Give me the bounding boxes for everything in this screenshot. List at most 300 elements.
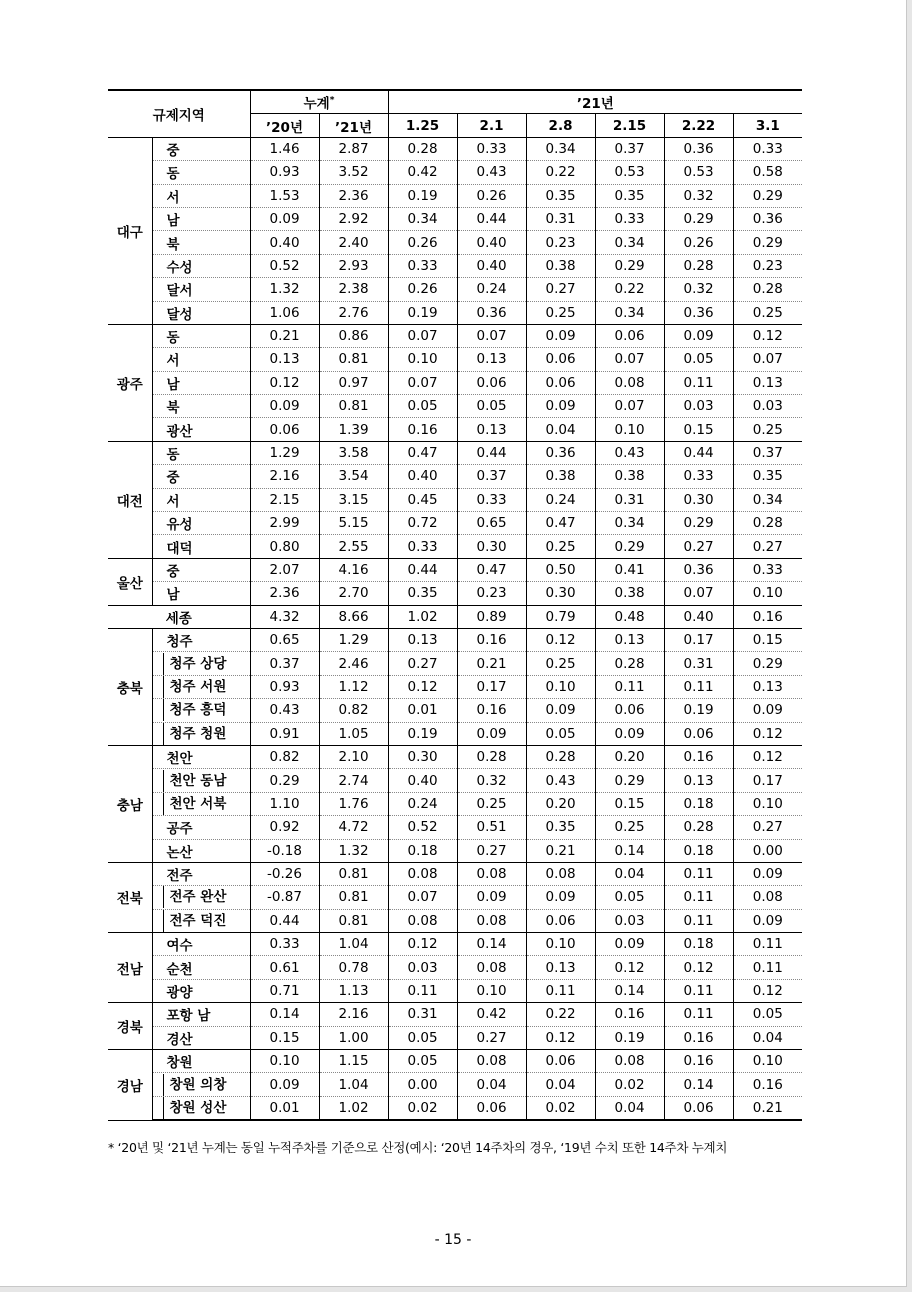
weekly-value-cell: 0.06 xyxy=(526,1050,595,1073)
weekly-value-cell: 0.18 xyxy=(664,933,733,956)
region-name: 전북 xyxy=(108,862,152,932)
table-row xyxy=(108,1096,802,1120)
district-name xyxy=(152,699,250,722)
district-name: 전주 xyxy=(152,862,250,885)
weekly-value-cell: 0.32 xyxy=(664,184,733,207)
weekly-value-cell: 0.27 xyxy=(457,839,526,862)
district-name: 북 xyxy=(152,231,250,254)
weekly-value-cell: 0.31 xyxy=(526,207,595,230)
cumulative-value-cell: 0.10 xyxy=(250,1050,319,1073)
cumulative-value-cell: -0.18 xyxy=(250,839,319,862)
cumulative-value-cell: 5.15 xyxy=(319,512,388,535)
sub-district-label: 청주 흥덕 xyxy=(163,699,227,721)
weekly-value-cell: 0.08 xyxy=(457,1050,526,1073)
weekly-value-cell: 0.00 xyxy=(388,1073,457,1096)
sub-district-label: 전주 덕진 xyxy=(163,910,227,932)
weekly-value-cell: 0.34 xyxy=(595,512,664,535)
weekly-value-cell: 0.09 xyxy=(733,909,802,932)
cumulative-label: 누계 xyxy=(303,96,330,113)
cumulative-value-cell: 2.74 xyxy=(319,769,388,792)
weekly-value-cell: 0.15 xyxy=(595,792,664,815)
cumulative-value-cell: 0.40 xyxy=(250,231,319,254)
weekly-value-cell: 0.03 xyxy=(664,395,733,418)
weekly-value-cell: 0.19 xyxy=(388,301,457,324)
weekly-value-cell: 0.16 xyxy=(664,745,733,768)
weekly-value-cell: 0.19 xyxy=(664,699,733,722)
weekly-value-cell: 0.11 xyxy=(733,956,802,979)
region-name: 대구 xyxy=(108,137,152,324)
weekly-value-cell: 0.33 xyxy=(388,535,457,558)
weekly-value-cell: 0.31 xyxy=(595,488,664,511)
weekly-value-cell: 0.02 xyxy=(595,1073,664,1096)
weekly-value-cell: 0.03 xyxy=(733,395,802,418)
weekly-value-cell: 0.09 xyxy=(733,699,802,722)
weekly-value-cell: 0.14 xyxy=(664,1073,733,1096)
weekly-value-cell: 0.29 xyxy=(595,769,664,792)
district-name: 중 xyxy=(152,137,250,160)
weekly-value-cell: 0.08 xyxy=(457,909,526,932)
cumulative-value-cell: 0.44 xyxy=(250,909,319,932)
weekly-value-cell: 0.28 xyxy=(733,278,802,301)
weekly-value-cell: 0.12 xyxy=(526,628,595,651)
weekly-value-cell: 0.12 xyxy=(733,324,802,347)
weekly-value-cell: 0.40 xyxy=(388,465,457,488)
weekly-value-cell: 0.09 xyxy=(664,324,733,347)
weekly-value-cell: 0.37 xyxy=(457,465,526,488)
region-name: 충남 xyxy=(108,745,152,862)
district-name: 순천 xyxy=(152,956,250,979)
weekly-value-cell: 0.08 xyxy=(733,886,802,909)
weekly-value-cell: 0.45 xyxy=(388,488,457,511)
cumulative-value-cell: 8.66 xyxy=(319,605,388,628)
weekly-value-cell: 0.29 xyxy=(595,254,664,277)
weekly-value-cell: 0.04 xyxy=(526,418,595,441)
cumulative-value-cell: 2.70 xyxy=(319,582,388,605)
weekly-value-cell: 0.44 xyxy=(457,441,526,464)
district-name: 중 xyxy=(152,465,250,488)
sub-district-label: 청주 서원 xyxy=(163,676,227,698)
table-row xyxy=(108,675,802,698)
cumulative-value-cell: 0.14 xyxy=(250,1003,319,1026)
regulated-region-price-table xyxy=(108,89,802,1121)
cumulative-value-cell: 1.32 xyxy=(319,839,388,862)
district-name: 서 xyxy=(152,488,250,511)
weekly-value-cell: 0.34 xyxy=(595,301,664,324)
weekly-value-cell: 0.29 xyxy=(664,512,733,535)
weekly-value-cell: 0.34 xyxy=(595,231,664,254)
header-row-1 xyxy=(108,90,802,114)
weekly-value-cell: 0.08 xyxy=(457,862,526,885)
weekly-value-cell: 0.21 xyxy=(526,839,595,862)
weekly-value-cell: 0.04 xyxy=(526,1073,595,1096)
cumulative-value-cell: 0.37 xyxy=(250,652,319,675)
cumulative-value-cell: 1.04 xyxy=(319,1073,388,1096)
cumulative-value-cell: 1.29 xyxy=(319,628,388,651)
weekly-value-cell: 0.33 xyxy=(733,558,802,581)
table-row xyxy=(108,1050,802,1073)
weekly-value-cell: 0.27 xyxy=(733,816,802,839)
cumulative-value-cell: 0.15 xyxy=(250,1026,319,1049)
weekly-value-cell: 0.25 xyxy=(526,301,595,324)
cumulative-value-cell: 1.29 xyxy=(250,441,319,464)
weekly-value-cell: 0.40 xyxy=(457,231,526,254)
weekly-value-cell: 0.29 xyxy=(733,652,802,675)
weekly-value-cell: 0.48 xyxy=(595,605,664,628)
table-row xyxy=(108,1026,802,1049)
weekly-value-cell: 0.03 xyxy=(388,956,457,979)
cumulative-value-cell: 2.38 xyxy=(319,278,388,301)
region-name: 전남 xyxy=(108,933,152,1003)
cumulative-value-cell: 0.97 xyxy=(319,371,388,394)
weekly-value-cell: 0.25 xyxy=(733,301,802,324)
district-name: 동 xyxy=(152,441,250,464)
weekly-value-cell: 0.12 xyxy=(526,1026,595,1049)
weekly-value-cell: 0.20 xyxy=(526,792,595,815)
district-name: 수성 xyxy=(152,254,250,277)
region-header: 규제지역 xyxy=(108,90,250,137)
cumulative-value-cell: 1.06 xyxy=(250,301,319,324)
weekly-value-cell: 0.30 xyxy=(388,745,457,768)
region-name: 대전 xyxy=(108,441,152,558)
weekly-value-cell: 0.17 xyxy=(733,769,802,792)
weekly-value-cell: 0.14 xyxy=(595,839,664,862)
weekly-value-cell: 0.08 xyxy=(388,862,457,885)
weekly-value-cell: 0.04 xyxy=(595,1096,664,1120)
cumulative-value-cell: 0.33 xyxy=(250,933,319,956)
cumulative-value-cell: 4.72 xyxy=(319,816,388,839)
weekly-value-cell: 0.44 xyxy=(664,441,733,464)
weekly-value-cell: 0.33 xyxy=(733,137,802,160)
weekly-value-cell: 0.40 xyxy=(664,605,733,628)
weekly-value-cell: 0.14 xyxy=(595,979,664,1002)
weekly-value-cell: 0.05 xyxy=(526,722,595,745)
cumulative-value-cell: 2.16 xyxy=(250,465,319,488)
weekly-value-cell: 0.35 xyxy=(733,465,802,488)
column-header-week: 3.1 xyxy=(733,114,802,137)
weekly-value-cell: 0.16 xyxy=(388,418,457,441)
district-name: 천안 xyxy=(152,745,250,768)
weekly-value-cell: 0.11 xyxy=(595,675,664,698)
weekly-value-cell: 0.04 xyxy=(457,1073,526,1096)
weekly-value-cell: 0.12 xyxy=(595,956,664,979)
district-name: 남 xyxy=(152,207,250,230)
cumulative-value-cell: 0.43 xyxy=(250,699,319,722)
region-name: 경남 xyxy=(108,1050,152,1121)
column-header-cumulative: ’21년 xyxy=(319,114,388,137)
district-name: 공주 xyxy=(152,816,250,839)
column-header-week: 2.15 xyxy=(595,114,664,137)
district-name: 남 xyxy=(152,582,250,605)
table-row xyxy=(108,769,802,792)
weekly-value-cell: 0.16 xyxy=(733,605,802,628)
district-name: 동 xyxy=(152,161,250,184)
sub-district-label: 천안 동남 xyxy=(163,770,227,792)
weekly-value-cell: 0.35 xyxy=(388,582,457,605)
weekly-value-cell: 0.31 xyxy=(664,652,733,675)
weekly-value-cell: 0.47 xyxy=(388,441,457,464)
cumulative-value-cell: 2.92 xyxy=(319,207,388,230)
cumulative-value-cell: 0.93 xyxy=(250,675,319,698)
cumulative-value-cell: 1.76 xyxy=(319,792,388,815)
cumulative-value-cell: 2.15 xyxy=(250,488,319,511)
weekly-value-cell: 0.05 xyxy=(388,395,457,418)
weekly-value-cell: 0.00 xyxy=(733,839,802,862)
cumulative-value-cell: 1.53 xyxy=(250,184,319,207)
year21-header: ’21년 xyxy=(388,90,802,114)
sub-district-label: 천안 서북 xyxy=(163,793,227,815)
weekly-value-cell: 0.08 xyxy=(595,371,664,394)
weekly-value-cell: 0.12 xyxy=(664,956,733,979)
weekly-value-cell: 0.42 xyxy=(457,1003,526,1026)
cumulative-value-cell: 0.09 xyxy=(250,207,319,230)
weekly-value-cell: 0.31 xyxy=(388,1003,457,1026)
weekly-value-cell: 0.10 xyxy=(526,933,595,956)
weekly-value-cell: 0.19 xyxy=(595,1026,664,1049)
weekly-value-cell: 0.35 xyxy=(526,816,595,839)
cumulative-value-cell: 1.02 xyxy=(319,1096,388,1120)
weekly-value-cell: 0.13 xyxy=(595,628,664,651)
weekly-value-cell: 0.44 xyxy=(457,207,526,230)
weekly-value-cell: 0.15 xyxy=(733,628,802,651)
weekly-value-cell: 0.22 xyxy=(595,278,664,301)
weekly-value-cell: 0.29 xyxy=(733,231,802,254)
table-row xyxy=(108,324,802,347)
weekly-value-cell: 0.40 xyxy=(388,769,457,792)
sub-district-label: 창원 성산 xyxy=(163,1097,227,1119)
weekly-value-cell: 0.25 xyxy=(733,418,802,441)
weekly-value-cell: 0.08 xyxy=(388,909,457,932)
table-row xyxy=(108,792,802,815)
weekly-value-cell: 0.16 xyxy=(457,699,526,722)
weekly-value-cell: 0.42 xyxy=(388,161,457,184)
weekly-value-cell: 0.05 xyxy=(664,348,733,371)
table-row xyxy=(108,816,802,839)
weekly-value-cell: 0.13 xyxy=(526,956,595,979)
weekly-value-cell: 0.40 xyxy=(457,254,526,277)
weekly-value-cell: 0.38 xyxy=(526,254,595,277)
weekly-value-cell: 0.18 xyxy=(664,839,733,862)
cumulative-value-cell: 3.15 xyxy=(319,488,388,511)
weekly-value-cell: 0.16 xyxy=(664,1050,733,1073)
cumulative-value-cell: 2.93 xyxy=(319,254,388,277)
table-row xyxy=(108,137,802,160)
weekly-value-cell: 0.08 xyxy=(595,1050,664,1073)
cumulative-value-cell: 1.13 xyxy=(319,979,388,1002)
weekly-value-cell: 0.07 xyxy=(457,324,526,347)
weekly-value-cell: 0.28 xyxy=(664,816,733,839)
weekly-value-cell: 0.33 xyxy=(595,207,664,230)
cumulative-value-cell: 1.32 xyxy=(250,278,319,301)
weekly-value-cell: 0.36 xyxy=(457,301,526,324)
weekly-value-cell: 0.34 xyxy=(733,488,802,511)
table-row xyxy=(108,699,802,722)
table-row xyxy=(108,628,802,651)
cumulative-value-cell: 2.87 xyxy=(319,137,388,160)
weekly-value-cell: 0.17 xyxy=(664,628,733,651)
weekly-value-cell: 0.29 xyxy=(664,207,733,230)
weekly-value-cell: 0.30 xyxy=(457,535,526,558)
weekly-value-cell: 0.08 xyxy=(526,862,595,885)
table-row xyxy=(108,231,802,254)
weekly-value-cell: 0.36 xyxy=(733,207,802,230)
cumulative-value-cell: 1.15 xyxy=(319,1050,388,1073)
district-name: 광양 xyxy=(152,979,250,1002)
table-row xyxy=(108,979,802,1002)
cumulative-value-cell: 1.39 xyxy=(319,418,388,441)
district-name: 논산 xyxy=(152,839,250,862)
district-name: 서 xyxy=(152,184,250,207)
cumulative-value-cell: 0.86 xyxy=(319,324,388,347)
weekly-value-cell: 0.11 xyxy=(664,979,733,1002)
weekly-value-cell: 0.02 xyxy=(526,1096,595,1120)
weekly-value-cell: 0.10 xyxy=(388,348,457,371)
table-row xyxy=(108,161,802,184)
table-row xyxy=(108,558,802,581)
weekly-value-cell: 0.51 xyxy=(457,816,526,839)
weekly-value-cell: 0.06 xyxy=(457,371,526,394)
weekly-value-cell: 0.32 xyxy=(457,769,526,792)
weekly-value-cell: 0.04 xyxy=(595,862,664,885)
footnote: * ‘20년 및 ‘21년 누계는 동일 누적주차를 기준으로 산정(예시: ‘20년 14주차의 경우, ‘19년 수치 또한 14주차 누계치 xyxy=(108,1140,728,1155)
weekly-value-cell: 0.19 xyxy=(388,184,457,207)
weekly-value-cell: 0.01 xyxy=(388,699,457,722)
weekly-value-cell: 0.07 xyxy=(595,395,664,418)
table-row xyxy=(108,605,802,628)
weekly-value-cell: 0.13 xyxy=(733,675,802,698)
weekly-value-cell: 0.24 xyxy=(526,488,595,511)
weekly-value-cell: 0.25 xyxy=(526,652,595,675)
weekly-value-cell: 0.10 xyxy=(733,582,802,605)
district-name xyxy=(152,909,250,932)
cumulative-value-cell: 2.16 xyxy=(319,1003,388,1026)
table-row xyxy=(108,652,802,675)
cumulative-value-cell: 2.99 xyxy=(250,512,319,535)
weekly-value-cell: 0.33 xyxy=(388,254,457,277)
weekly-value-cell: 0.03 xyxy=(595,909,664,932)
weekly-value-cell: 0.34 xyxy=(526,137,595,160)
weekly-value-cell: 0.14 xyxy=(457,933,526,956)
weekly-value-cell: 0.35 xyxy=(595,184,664,207)
cumulative-value-cell: 0.12 xyxy=(250,371,319,394)
cumulative-value-cell: 1.46 xyxy=(250,137,319,160)
cumulative-value-cell: 2.36 xyxy=(250,582,319,605)
weekly-value-cell: 0.36 xyxy=(526,441,595,464)
weekly-value-cell: 0.23 xyxy=(733,254,802,277)
district-name: 유성 xyxy=(152,512,250,535)
cumulative-value-cell: 0.91 xyxy=(250,722,319,745)
weekly-value-cell: 0.22 xyxy=(526,161,595,184)
weekly-value-cell: 0.06 xyxy=(526,909,595,932)
cumulative-value-cell: 1.05 xyxy=(319,722,388,745)
weekly-value-cell: 0.47 xyxy=(526,512,595,535)
table-row xyxy=(108,582,802,605)
column-header-cumulative: ’20년 xyxy=(250,114,319,137)
weekly-value-cell: 0.16 xyxy=(733,1073,802,1096)
cumulative-value-cell: 0.29 xyxy=(250,769,319,792)
weekly-value-cell: 0.28 xyxy=(457,745,526,768)
table-row xyxy=(108,886,802,909)
table-row xyxy=(108,254,802,277)
weekly-value-cell: 0.09 xyxy=(595,722,664,745)
weekly-value-cell: 0.09 xyxy=(526,699,595,722)
region-name: 충북 xyxy=(108,628,152,745)
table-row xyxy=(108,839,802,862)
cumulative-value-cell: 0.21 xyxy=(250,324,319,347)
cumulative-value-cell: 0.80 xyxy=(250,535,319,558)
table-row xyxy=(108,745,802,768)
weekly-value-cell: 0.24 xyxy=(388,792,457,815)
weekly-value-cell: 0.05 xyxy=(595,886,664,909)
cumulative-value-cell: 0.65 xyxy=(250,628,319,651)
cumulative-value-cell: 0.06 xyxy=(250,418,319,441)
weekly-value-cell: 0.36 xyxy=(664,558,733,581)
district-name xyxy=(152,1073,250,1096)
weekly-value-cell: 0.02 xyxy=(388,1096,457,1120)
weekly-value-cell: 0.28 xyxy=(664,254,733,277)
table-row xyxy=(108,488,802,511)
district-name: 동 xyxy=(152,324,250,347)
weekly-value-cell: 0.16 xyxy=(664,1026,733,1049)
weekly-value-cell: 0.09 xyxy=(526,324,595,347)
cumulative-value-cell: 0.52 xyxy=(250,254,319,277)
weekly-value-cell: 0.38 xyxy=(595,465,664,488)
weekly-value-cell: 0.29 xyxy=(733,184,802,207)
cumulative-value-cell: 2.10 xyxy=(319,745,388,768)
weekly-value-cell: 0.28 xyxy=(733,512,802,535)
weekly-value-cell: 0.28 xyxy=(388,137,457,160)
weekly-value-cell: 0.07 xyxy=(664,582,733,605)
cumulative-value-cell: 0.81 xyxy=(319,395,388,418)
weekly-value-cell: 0.37 xyxy=(595,137,664,160)
weekly-value-cell: 0.58 xyxy=(733,161,802,184)
district-name: 포항 남 xyxy=(152,1003,250,1026)
weekly-value-cell: 0.10 xyxy=(733,1050,802,1073)
district-name: 대덕 xyxy=(152,535,250,558)
cumulative-value-cell: 0.81 xyxy=(319,862,388,885)
weekly-value-cell: 0.16 xyxy=(457,628,526,651)
cumulative-value-cell: 2.55 xyxy=(319,535,388,558)
weekly-value-cell: 0.89 xyxy=(457,605,526,628)
page-number: - 15 - xyxy=(434,1232,472,1248)
weekly-value-cell: 0.43 xyxy=(595,441,664,464)
cumulative-value-cell: 0.09 xyxy=(250,395,319,418)
weekly-value-cell: 0.44 xyxy=(388,558,457,581)
weekly-value-cell: 0.21 xyxy=(733,1096,802,1120)
weekly-value-cell: 0.52 xyxy=(388,816,457,839)
weekly-value-cell: 0.11 xyxy=(388,979,457,1002)
weekly-value-cell: 0.07 xyxy=(388,324,457,347)
weekly-value-cell: 0.72 xyxy=(388,512,457,535)
weekly-value-cell: 0.04 xyxy=(733,1026,802,1049)
weekly-value-cell: 0.27 xyxy=(526,278,595,301)
weekly-value-cell: 0.25 xyxy=(457,792,526,815)
weekly-value-cell: 0.05 xyxy=(733,1003,802,1026)
weekly-value-cell: 0.12 xyxy=(388,933,457,956)
weekly-value-cell: 0.37 xyxy=(733,441,802,464)
cumulative-value-cell: 1.04 xyxy=(319,933,388,956)
district-name: 중 xyxy=(152,558,250,581)
weekly-value-cell: 0.09 xyxy=(457,886,526,909)
cumulative-value-cell: 3.58 xyxy=(319,441,388,464)
table-row xyxy=(108,909,802,932)
weekly-value-cell: 0.06 xyxy=(526,348,595,371)
weekly-value-cell: 0.18 xyxy=(664,792,733,815)
weekly-value-cell: 0.12 xyxy=(733,979,802,1002)
table-row xyxy=(108,535,802,558)
table-row xyxy=(108,1073,802,1096)
weekly-value-cell: 0.12 xyxy=(733,745,802,768)
weekly-value-cell: 0.43 xyxy=(457,161,526,184)
